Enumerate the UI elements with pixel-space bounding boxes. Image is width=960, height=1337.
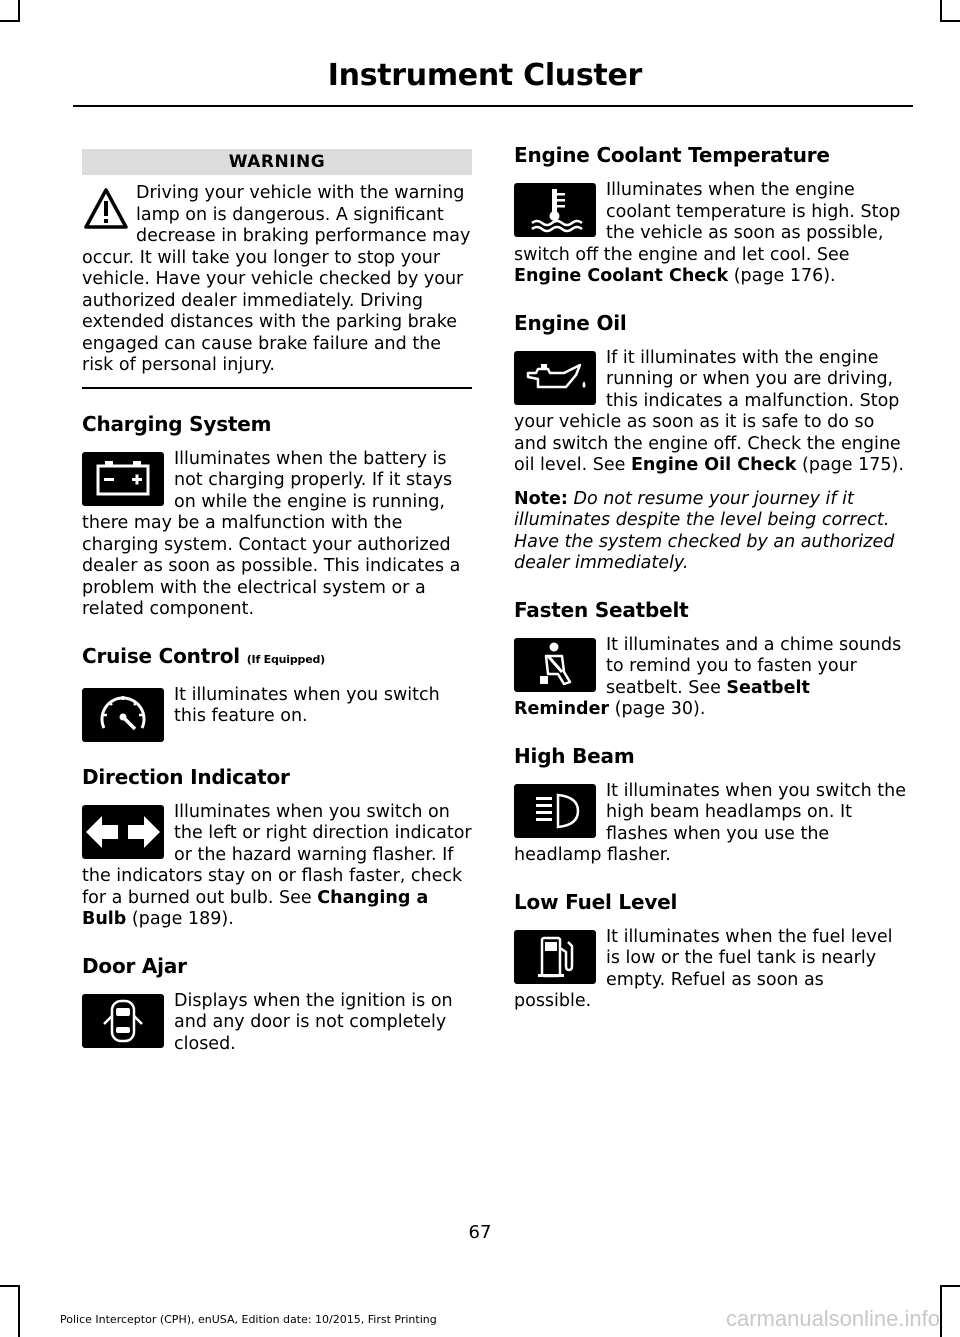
page-ref: (page 189). — [126, 909, 234, 929]
cross-reference-link[interactable]: Engine Oil Check — [630, 455, 797, 475]
seatbelt-icon — [514, 638, 596, 692]
section-charging — [82, 411, 474, 621]
title-rule — [73, 105, 913, 107]
cross-reference-link[interactable]: Engine Coolant Check — [514, 266, 729, 286]
entry-direction — [82, 802, 474, 931]
entry-charging — [82, 449, 474, 621]
entry-text: Displays when the ignition is on and any door is not completely closed. — [174, 990, 453, 1054]
section-coolant — [514, 142, 906, 288]
section-highbeam — [514, 743, 906, 867]
crop-mark — [940, 1285, 960, 1287]
section-seatbelt — [514, 597, 906, 721]
section-oil — [514, 310, 906, 575]
section-title: Low Fuel Level — [514, 889, 678, 914]
text-run: It illuminates and a chime sounds to remind you to fasten your seatbelt. See — [606, 634, 902, 698]
crop-mark — [940, 0, 942, 22]
entry-text: Illuminates when the battery is not charging properly. If it stays on while the engine is running, there may be a malfunction with the charging system. Contact your authorized dealer as soon as possible. This indicates a problem with the electrical system or a related component. — [82, 448, 461, 619]
entry-text: It illuminates when the fuel level is low or the fuel tank is nearly empty. Refuel as soon as possible. — [514, 926, 893, 1011]
section-fuel — [514, 889, 906, 1013]
page-ref: (page 175). — [796, 455, 904, 475]
right-column — [514, 142, 906, 1013]
text-run: Illuminates when you switch on the left or right direction indicator or the hazard warning flasher. If the indicators stay on or flash faster, check for a burned out bulb. See — [82, 801, 472, 908]
entry-coolant — [514, 180, 906, 288]
warning-body — [82, 183, 472, 389]
section-title: Charging System — [82, 411, 272, 436]
section-title: Fasten Seatbelt — [514, 597, 689, 622]
page-ref: (page 176). — [728, 266, 836, 286]
fuel-pump-icon — [514, 930, 596, 984]
entry-cruise — [82, 685, 474, 742]
high-beam-icon — [514, 784, 596, 838]
speedometer-icon — [82, 688, 164, 742]
crop-mark — [0, 20, 20, 22]
title-text: Cruise Control — [82, 643, 240, 668]
section-title: Direction Indicator — [82, 764, 290, 789]
cross-reference-link[interactable]: Changing a Bulb — [82, 887, 429, 929]
section-title: Engine Oil — [514, 310, 627, 335]
crop-mark — [18, 0, 20, 22]
left-column — [82, 149, 474, 1055]
door-ajar-icon — [82, 994, 164, 1048]
entry-seatbelt — [514, 635, 906, 721]
section-title: Door Ajar — [82, 953, 187, 978]
coolant-icon — [514, 183, 596, 237]
crop-mark — [18, 1285, 20, 1337]
entry-text: It illuminates when you switch this feature on. — [174, 684, 440, 726]
section-direction — [82, 764, 474, 931]
warning-box — [82, 149, 472, 389]
edition-footer: Police Interceptor (CPH), enUSA, Edition date: 10/2015, First Printing — [60, 1313, 437, 1326]
section-title — [82, 643, 474, 673]
page-title: Instrument Cluster — [327, 58, 642, 93]
crop-mark — [940, 1285, 942, 1337]
warning-triangle-icon — [84, 185, 128, 233]
entry-text: It illuminates when you switch the high beam headlamps on. It flashes when you use the headlamp flasher. — [514, 780, 906, 865]
note — [514, 489, 906, 575]
text-run: If it illuminates with the engine running or when you are driving, this indicates a malfunction. Stop your vehicle as soon as it is safe to do so and switch the engine off. Check the engine oil level. See — [514, 347, 901, 475]
text-run: Illuminates when the engine coolant temperature is high. Stop the vehicle as soon as possible, switch off the engine and let cool. See — [514, 180, 901, 265]
section-title: Engine Coolant Temperature — [514, 143, 830, 167]
note-text: Do not resume your journey if it illuminates despite the level being correct. Have the system checked by an authorized dealer immediately. — [514, 488, 895, 573]
crop-mark — [0, 1285, 20, 1287]
entry-oil — [514, 348, 906, 477]
warning-text: Driving your vehicle with the warning lamp on is dangerous. A significant decrease in braking performance may occur. It will take you longer to stop your vehicle. Have your vehicle checked by your authorized dealer immediately. Driving extended distances with the parking brake engaged can cause brake failure and the risk of personal injury. — [82, 183, 471, 375]
section-title: High Beam — [514, 743, 635, 768]
crop-mark — [940, 20, 960, 22]
arrows-icon — [82, 805, 164, 859]
page-number: 67 — [468, 1222, 492, 1243]
cross-reference-link[interactable]: Seatbelt Reminder — [514, 677, 810, 719]
section-door — [82, 953, 474, 1056]
battery-icon — [82, 452, 164, 506]
section-cruise — [82, 643, 474, 742]
warning-heading: WARNING — [82, 149, 472, 175]
page-ref: (page 30). — [609, 699, 706, 719]
qualifier: (If Equipped) — [246, 652, 325, 666]
watermark: carmanualsonline.info — [725, 1306, 940, 1331]
note-label: Note: — [514, 488, 568, 509]
entry-fuel — [514, 927, 906, 1013]
entry-highbeam — [514, 781, 906, 867]
entry-door — [82, 991, 474, 1056]
oil-can-icon — [514, 351, 596, 405]
